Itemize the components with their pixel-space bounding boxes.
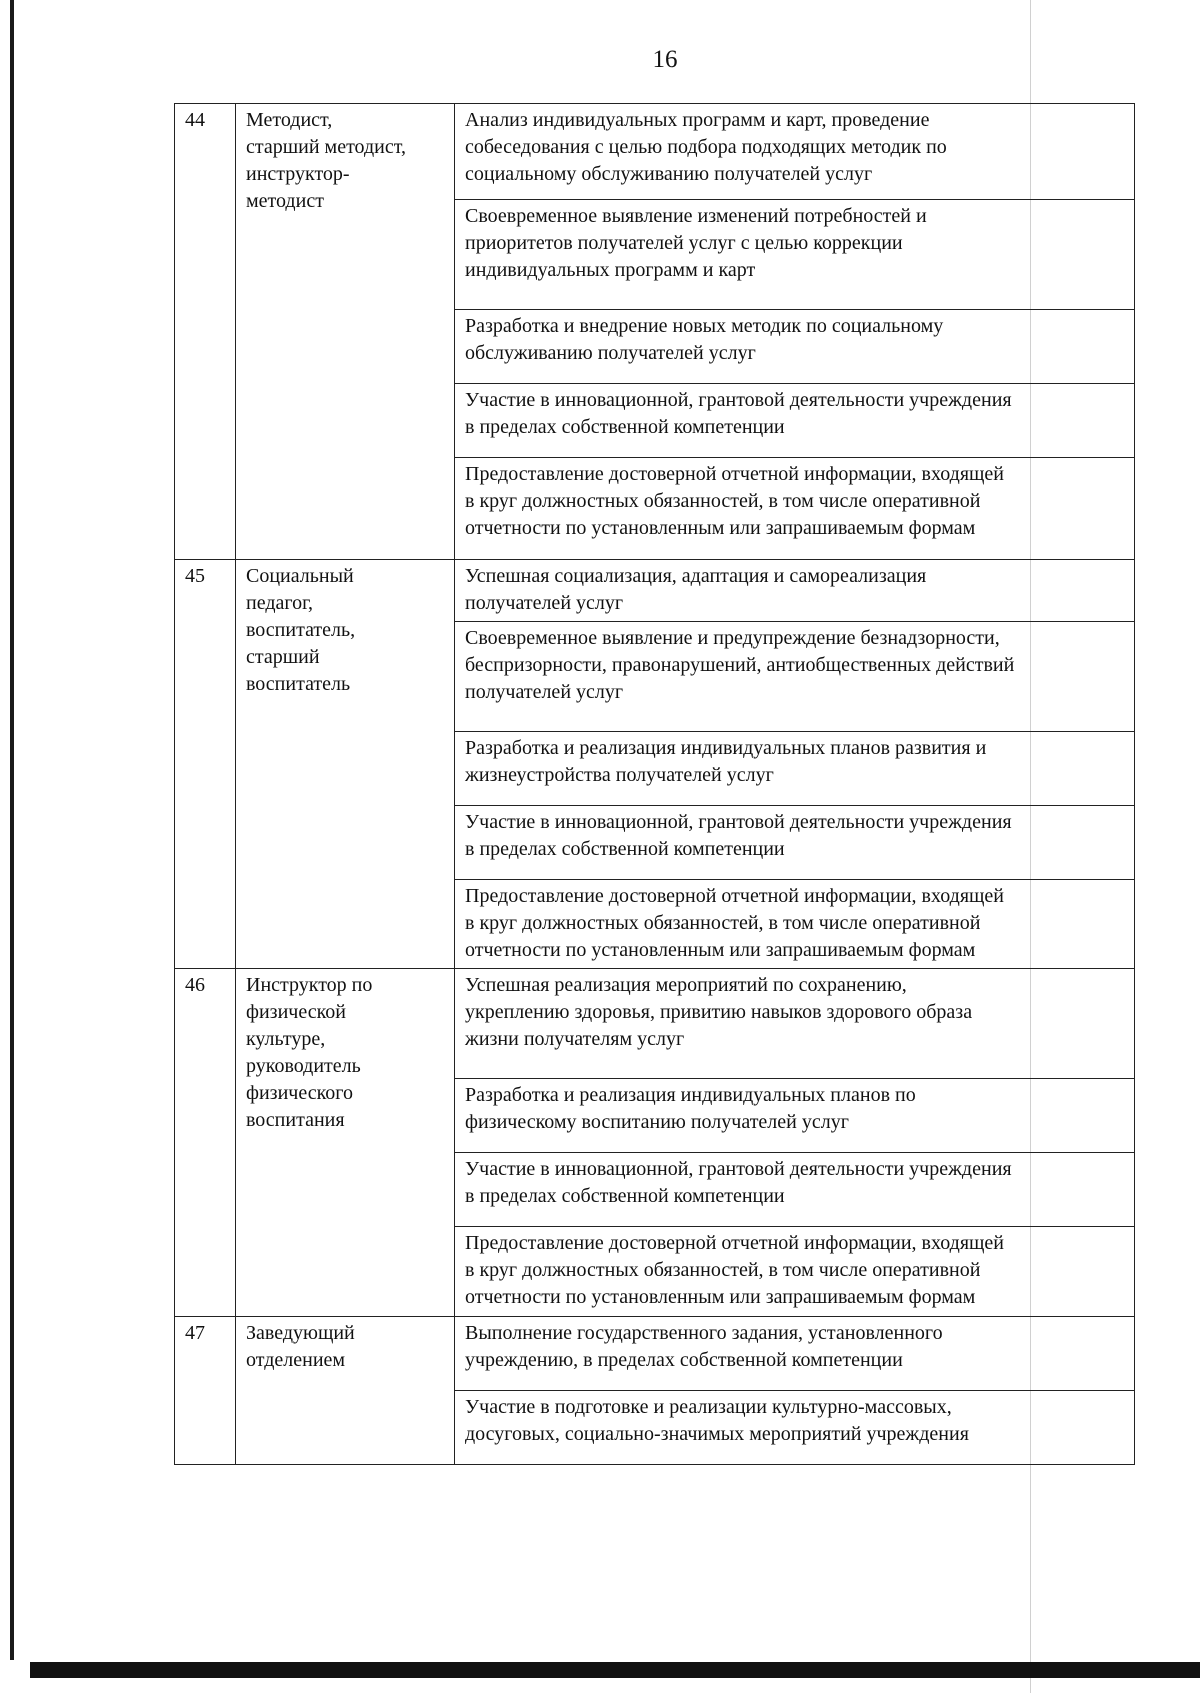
position-title: Инструктор по физической культуре, руководитель физического воспитания <box>236 969 455 1317</box>
criterion-text: Разработка и внедрение новых методик по социальному обслуживанию получателей услуг <box>455 310 1135 384</box>
criterion-text: Разработка и реализация индивидуальных планов по физическому воспитанию получателей услуг <box>455 1079 1135 1153</box>
row-number: 46 <box>175 969 236 1317</box>
criterion-text: Своевременное выявление и предупреждение безнадзорности, беспризорности, правонарушений, антиобщественных действий получателей услуг <box>455 622 1135 732</box>
criterion-text: Успешная реализация мероприятий по сохранению, укреплению здоровья, привитию навыков здорового образа жизни получателям услуг <box>455 969 1135 1079</box>
criterion-text: Своевременное выявление изменений потребностей и приоритетов получателей услуг с целью коррекции индивидуальных программ и карт <box>455 200 1135 310</box>
scan-left-edge <box>10 0 14 1660</box>
table-row <box>175 969 1135 1079</box>
row-number: 45 <box>175 560 236 969</box>
criterion-text: Выполнение государственного задания, установленного учреждению, в пределах собственной компетенции <box>455 1317 1135 1391</box>
position-title: Методист, старший методист, инструктор- методист <box>236 104 455 560</box>
criterion-text: Участие в инновационной, грантовой деятельности учреждения в пределах собственной компетенции <box>455 384 1135 458</box>
table-row <box>175 104 1135 200</box>
criterion-text: Предоставление достоверной отчетной информации, входящей в круг должностных обязанностей, в том числе оперативной отчетности по установленным или запрашиваемым формам <box>455 880 1135 969</box>
row-number: 47 <box>175 1317 236 1465</box>
table-row <box>175 1317 1135 1391</box>
page-number: 16 <box>652 46 678 73</box>
table-row <box>175 560 1135 622</box>
scan-bottom-bar <box>30 1662 1200 1678</box>
criterion-text: Участие в инновационной, грантовой деятельности учреждения в пределах собственной компетенции <box>455 806 1135 880</box>
row-number: 44 <box>175 104 236 560</box>
criterion-text: Разработка и реализация индивидуальных планов развития и жизнеустройства получателей услуг <box>455 732 1135 806</box>
criterion-text: Участие в инновационной, грантовой деятельности учреждения в пределах собственной компетенции <box>455 1153 1135 1227</box>
criteria-table <box>174 103 1135 1465</box>
position-title: Социальный педагог, воспитатель, старший воспитатель <box>236 560 455 969</box>
criterion-text: Успешная социализация, адаптация и самореализация получателей услуг <box>455 560 1135 622</box>
criteria-table-body <box>175 104 1135 1465</box>
criterion-text: Анализ индивидуальных программ и карт, проведение собеседования с целью подбора подходящих методик по социальному обслуживанию получателей услуг <box>455 104 1135 200</box>
position-title: Заведующий отделением <box>236 1317 455 1465</box>
criterion-text: Предоставление достоверной отчетной информации, входящей в круг должностных обязанностей, в том числе оперативной отчетности по установленным или запрашиваемым формам <box>455 1227 1135 1317</box>
criterion-text: Предоставление достоверной отчетной информации, входящей в круг должностных обязанностей, в том числе оперативной отчетности по установленным или запрашиваемым формам <box>455 458 1135 560</box>
criterion-text: Участие в подготовке и реализации культурно-массовых, досуговых, социально-значимых мероприятий учреждения <box>455 1391 1135 1465</box>
